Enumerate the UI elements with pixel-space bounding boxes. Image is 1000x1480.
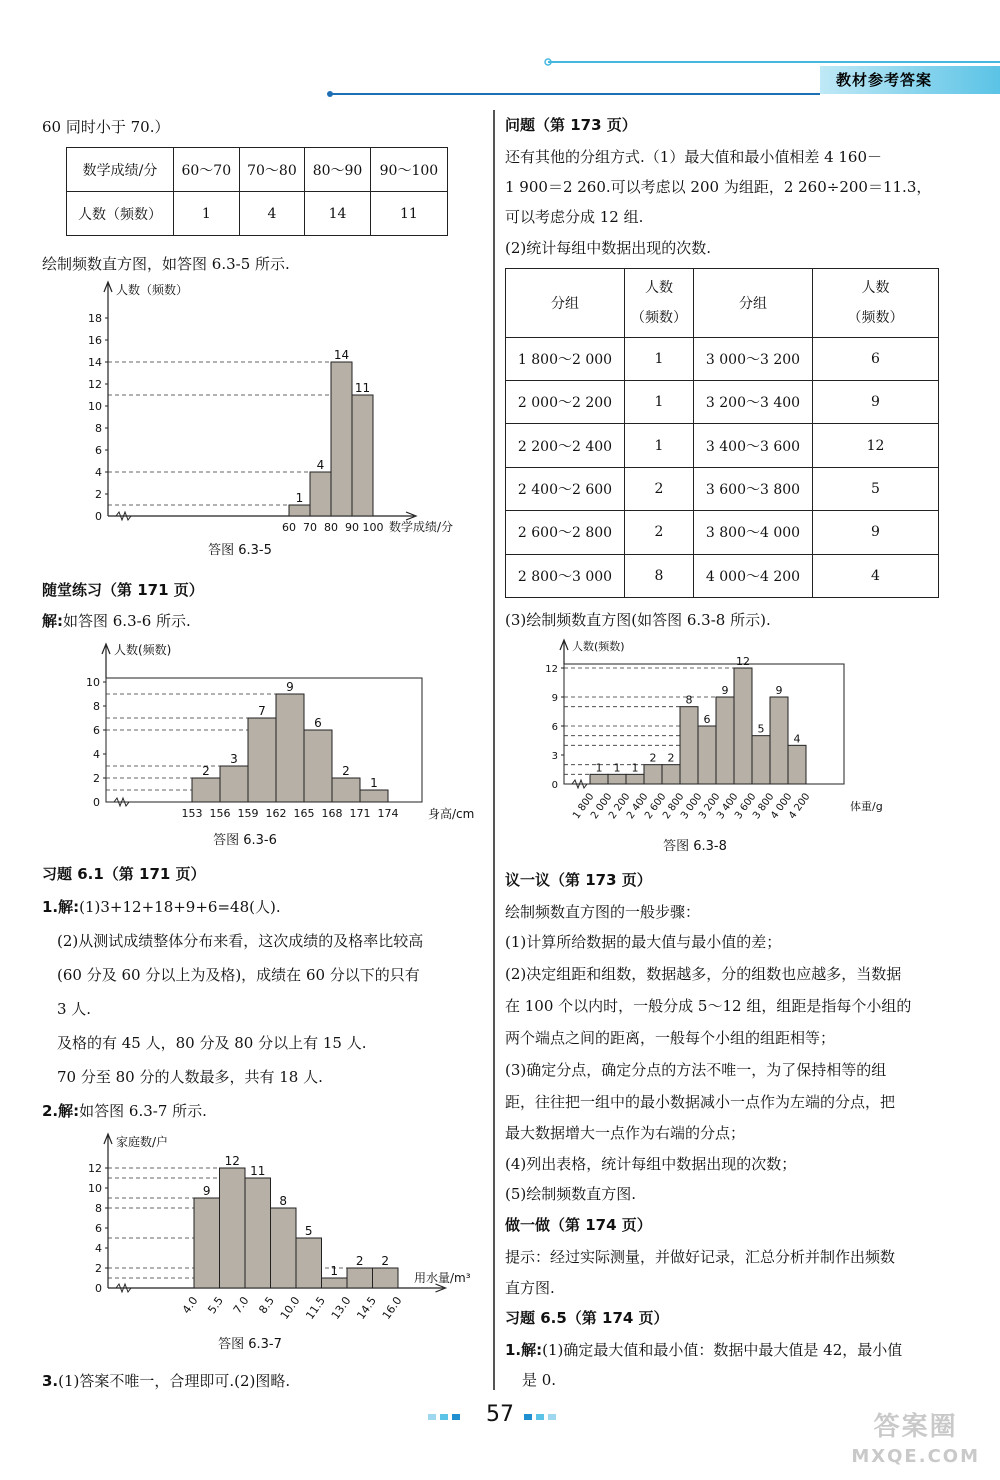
y-tick-label: 0 [95,510,102,523]
table2-cell: 3 400～3 600 [694,424,813,467]
data-label: 3 [230,752,238,766]
table2-cell: 3 200～3 400 [694,381,813,424]
p4-line2: 是 0. [522,1371,557,1389]
answer-label: 3. [42,1372,59,1390]
watermark-line1: 答案圈 [873,1412,958,1442]
y-tick-label: 6 [93,724,100,737]
answer-text: (1)确定最大值和最小值：数据中最大值是 42，最小值 [542,1341,903,1359]
y-tick-label: 6 [551,722,558,733]
y-tick-label: 4 [93,748,100,761]
answer-text: (1)3+12+18+9+6=48(人). [79,898,281,916]
section-title: 习题 6.1（第 171 页） [42,865,206,883]
data-label: 9 [286,680,294,694]
y-axis-label: 人数（频数） [116,283,189,297]
left-line1: 绘制频数直方图，如答图 6.3-5 所示. [42,255,290,273]
table1-cell: 人数（频数） [67,192,174,236]
y-axis-label: 人数(频数) [114,643,172,657]
y-tick-label: 0 [95,1282,102,1295]
table1-header: 60～70 [174,148,240,192]
x-tick-label: 16.0 [379,1294,405,1322]
watermark [851,1412,980,1472]
x-tick-label: 4 200 [787,791,813,822]
table1-cell: 14 [305,192,371,236]
table1-cell: 4 [239,192,305,236]
histogram-bar [360,790,388,802]
x-tick-label: 10.0 [277,1294,303,1322]
p2-line9: (4)列出表格，统计每组中数据出现的次数； [505,1155,797,1173]
data-label: 1 [330,1264,339,1278]
y-tick-label: 12 [88,1162,102,1175]
y-tick-label: 0 [551,780,558,791]
answer-label: 1.解: [505,1341,543,1359]
q1-line1 [42,897,281,917]
q1-line2: (2)从测试成绩整体分布来看，这次成绩的及格率比较高 [57,932,424,950]
histogram-bar [310,472,331,516]
histogram-bar [192,778,220,802]
table1-cell: 11 [370,192,447,236]
p1-line1: 还有其他的分组方式.（1）最大值和最小值相差 4 160－ [505,148,883,166]
histogram-bar [626,774,644,784]
x-tick-label: 162 [265,807,287,820]
data-label: 2 [202,764,210,778]
x-tick-label: 3 200 [697,791,723,822]
y-tick-label: 6 [95,444,102,457]
section-title: 习题 6.5（第 174 页） [505,1309,669,1327]
data-label: 1 [295,491,304,505]
x-tick-label: 168 [321,807,343,820]
section-title: 随堂练习（第 171 页） [42,581,204,599]
section-title: 问题（第 173 页） [505,116,637,134]
x-tick-label: 8.5 [256,1294,277,1317]
x-tick-label: 2 600 [643,791,669,822]
histogram-bar [296,1238,322,1288]
data-label: 6 [703,713,711,726]
axis-break [106,798,192,806]
p1-line4: (2)统计每组中数据出现的次数. [505,239,712,257]
table2-header-line: 人数 [861,279,890,296]
weight-table [505,268,939,598]
histogram-bar [347,1268,373,1288]
table1-header: 80～90 [305,148,371,192]
table2-cell: 2 [625,467,694,510]
data-label: 7 [258,704,266,718]
figure-caption: 答图 6.3-6 [213,833,277,848]
histogram-bar [662,765,680,784]
table2-cell: 3 000～3 200 [694,337,813,380]
histogram-bar [680,707,698,784]
page-number: 57 [486,1402,514,1427]
data-label: 12 [224,1154,240,1168]
answer-text: 如答图 6.3-6 所示. [63,612,191,630]
data-label: 4 [316,458,325,472]
table2-header-line: （频数） [847,309,904,326]
y-tick-label: 14 [88,356,102,369]
x-tick-label: 2 400 [625,791,651,822]
table2-cell: 1 800～2 000 [506,337,625,380]
answer-text: (1)答案不唯一，合理即可.(2)图略. [58,1372,291,1390]
histogram-6-3-5 [60,276,480,566]
x-tick-label: 13.0 [328,1294,354,1322]
table2-cell: 5 [813,467,939,510]
table2-cell: 9 [813,381,939,424]
data-label: 1 [595,761,603,775]
histogram-6-3-8 [520,636,900,862]
y-tick-label: 8 [93,700,100,713]
table2-cell: 3 800～4 000 [694,511,813,554]
p2-line3: (2)决定组距和组数，数据越多，分的组数也应越多，当数据 [505,965,902,983]
answer-label: 2.解: [42,1102,80,1120]
histogram-bar [788,745,806,784]
x-tick-label: 3 800 [751,791,777,822]
table2-header: 分组 [694,269,813,338]
y-tick-label: 2 [95,1262,102,1275]
table2-cell: 8 [625,554,694,597]
p2-line7: 距，往往把一组中的最小数据减小一点作为左端的分点，把 [505,1093,896,1111]
y-tick-label: 8 [95,422,102,435]
figure-caption: 答图 6.3-7 [218,1337,282,1352]
column-divider [493,110,495,1390]
x-tick-label: 4.0 [179,1294,201,1317]
histogram-bar [220,766,248,802]
table2-cell: 2 [625,511,694,554]
q1-line6: 70 分至 80 分的人数最多，共有 18 人. [57,1068,323,1086]
q3-line [42,1371,290,1391]
histogram-bar [271,1208,297,1288]
x-tick-label: 153 [181,807,203,820]
histogram-6-3-6 [60,640,480,850]
x-tick-label: 3 600 [733,791,759,822]
data-label: 11 [250,1164,266,1178]
y-tick-label: 16 [88,334,102,347]
y-tick-label: 0 [93,796,100,809]
q1-line4: 3 人. [57,1000,92,1018]
table2-cell: 1 [625,424,694,467]
p4-line1 [505,1340,902,1360]
table1-cell: 1 [174,192,240,236]
y-tick-label: 10 [86,676,100,689]
histogram-bar [770,697,788,784]
score-table [66,147,448,236]
y-tick-label: 6 [95,1222,102,1235]
data-label: 11 [354,381,371,395]
p2-line2: (1)计算所给数据的最大值与最小值的差； [505,933,782,951]
x-tick-label: 60 [282,521,296,534]
p3-line1: 提示：经过实际测量，并做好记录，汇总分析并制作出频数 [505,1248,896,1266]
x-tick-label: 165 [293,807,315,820]
histogram-bar [644,765,662,784]
y-tick-label: 10 [88,1182,102,1195]
sec1-answer [42,611,191,631]
table2-cell: 3 600～3 800 [694,467,813,510]
histogram-bar [734,668,752,784]
p1-line3: 可以考虑分成 12 组. [505,208,644,226]
table2-cell: 2 800～3 000 [506,554,625,597]
x-tick-label: 70 [303,521,317,534]
answer-label: 解: [42,612,63,630]
table2-cell: 2 000～2 200 [506,381,625,424]
histogram-bar [220,1168,246,1288]
x-tick-label: 14.5 [354,1294,379,1322]
x-tick-label: 2 800 [661,791,687,822]
histogram-bar [332,778,360,802]
histogram-bar [289,505,310,516]
table2-cell: 2 600～2 800 [506,511,625,554]
header-label: 教材参考答案 [836,71,933,89]
figure-caption: 答图 6.3-8 [663,839,727,854]
histogram-bar [304,730,332,802]
x-tick-label: 3 400 [715,791,741,822]
data-label: 8 [685,693,693,707]
table1-header: 数学成绩/分 [67,148,174,192]
data-label: 5 [757,722,765,736]
histogram-6-3-7 [60,1128,480,1358]
y-tick-label: 4 [95,466,102,479]
histogram-bar [276,694,304,802]
data-label: 14 [333,348,350,362]
axis-break [108,512,289,520]
histogram-bar [322,1278,348,1288]
histogram-bar [752,736,770,784]
table2-cell: 4 [813,554,939,597]
x-axis-label: 数学成绩/分 [389,520,454,534]
table2-cell: 1 [625,337,694,380]
y-tick-label: 2 [93,772,100,785]
table2-header-line: （频数） [631,309,687,326]
histogram-bar [373,1268,399,1288]
histogram-bar [716,697,734,784]
table2-cell: 12 [813,424,939,467]
histogram-bar [248,718,276,802]
table1-header: 70～80 [239,148,305,192]
x-tick-label: 5.5 [205,1294,226,1317]
data-label: 9 [202,1184,211,1198]
x-tick-label: 171 [349,807,371,820]
data-label: 1 [613,761,621,775]
data-label: 4 [793,732,801,746]
p2-line8: 最大数据增大一点作为右端的分点； [505,1124,746,1142]
x-tick-label: 100 [362,521,384,534]
data-label: 9 [775,684,783,697]
data-label: 1 [370,776,378,790]
x-tick-label: 159 [237,807,259,820]
table2-cell: 1 [625,381,694,424]
histogram-bar [608,774,626,784]
p2-line10: (5)绘制频数直方图. [505,1185,637,1203]
answer-text: 如答图 6.3-7 所示. [79,1102,207,1120]
y-axis-label: 家庭数/户 [116,1135,169,1149]
table2-header [813,269,939,338]
x-tick-label: 156 [209,807,231,820]
histogram-bar [194,1198,220,1288]
data-label: 5 [304,1224,313,1238]
table2-header [625,269,694,338]
x-tick-label: 80 [324,521,338,534]
x-tick-label: 4 000 [769,791,795,822]
y-tick-label: 2 [95,488,102,501]
x-axis-label: 身高/cm [428,807,475,821]
x-tick-label: 3 000 [679,791,705,822]
data-label: 1 [631,761,639,775]
x-tick-label: 11.5 [303,1294,328,1322]
section-title: 议一议（第 173 页） [505,871,652,889]
y-tick-label: 3 [551,751,558,762]
p1-line5: (3)绘制频数直方图(如答图 6.3-8 所示). [505,611,771,629]
p2-line4: 在 100 个以内时，一般分成 5～12 组，组距是指每个小组的 [505,997,912,1015]
section-title: 做一做（第 174 页） [505,1216,652,1234]
histogram-bar [245,1178,271,1288]
table2-cell: 2 400～2 600 [506,467,625,510]
left-line0: 60 同时小于 70.） [42,118,170,136]
answer-label: 1.解: [42,898,80,916]
x-tick-label: 2 000 [589,791,615,822]
histogram-bar [698,726,716,784]
histogram-bar [331,362,352,516]
table2-cell: 2 200～2 400 [506,424,625,467]
table2-cell: 9 [813,511,939,554]
axis-break [108,1284,194,1292]
figure-caption: 答图 6.3-5 [208,543,272,558]
table2-header-line: 人数 [645,279,673,296]
q2-line [42,1101,207,1121]
x-tick-label: 90 [345,521,359,534]
p2-line1: 绘制频数直方图的一般步骤： [505,903,701,921]
data-label: 8 [279,1194,288,1208]
data-label: 2 [342,764,350,778]
y-tick-label: 8 [95,1202,102,1215]
y-tick-label: 12 [88,378,102,391]
p1-line2: 1 900＝2 260.可以考虑以 200 为组距，2 260÷200＝11.3， [505,178,932,196]
p2-line5: 两个端点之间的距离，一般每个小组的组距相等； [505,1029,836,1047]
table1-header: 90～100 [370,148,447,192]
p2-line6: (3)确定分点，确定分点的方法不唯一，为了保持相等的组 [505,1061,887,1079]
y-tick-label: 10 [88,400,102,413]
data-label: 2 [355,1254,364,1268]
table2-cell: 4 000～4 200 [694,554,813,597]
x-tick-label: 2 200 [607,791,633,822]
y-tick-label: 9 [551,693,558,704]
data-label: 6 [314,716,322,730]
q1-line3: (60 分及 60 分以上为及格)，成绩在 60 分以下的只有 [57,966,420,984]
y-tick-label: 4 [95,1242,102,1255]
watermark-line2: MXQE.COM [851,1446,980,1467]
x-axis-label: 用水量/m³ [414,1271,471,1285]
y-tick-label: 12 [545,664,558,675]
data-label: 9 [721,684,729,697]
x-tick-label: 1 800 [571,791,597,822]
data-label: 2 [667,751,675,765]
data-label: 2 [649,751,657,765]
y-axis-label: 人数(频数) [572,640,625,653]
q1-line5: 及格的有 45 人，80 分及 80 分以上有 15 人. [57,1034,367,1052]
table2-cell: 6 [813,337,939,380]
data-label: 2 [381,1254,390,1268]
histogram-bar [590,774,608,784]
x-tick-label: 7.0 [230,1294,252,1317]
x-axis-label: 体重/g [850,800,883,813]
histogram-bar [352,395,373,516]
y-tick-label: 18 [88,312,102,325]
table2-header: 分组 [506,269,625,338]
data-label: 12 [736,655,750,668]
p3-line2: 直方图. [505,1279,555,1297]
x-tick-label: 174 [377,807,399,820]
